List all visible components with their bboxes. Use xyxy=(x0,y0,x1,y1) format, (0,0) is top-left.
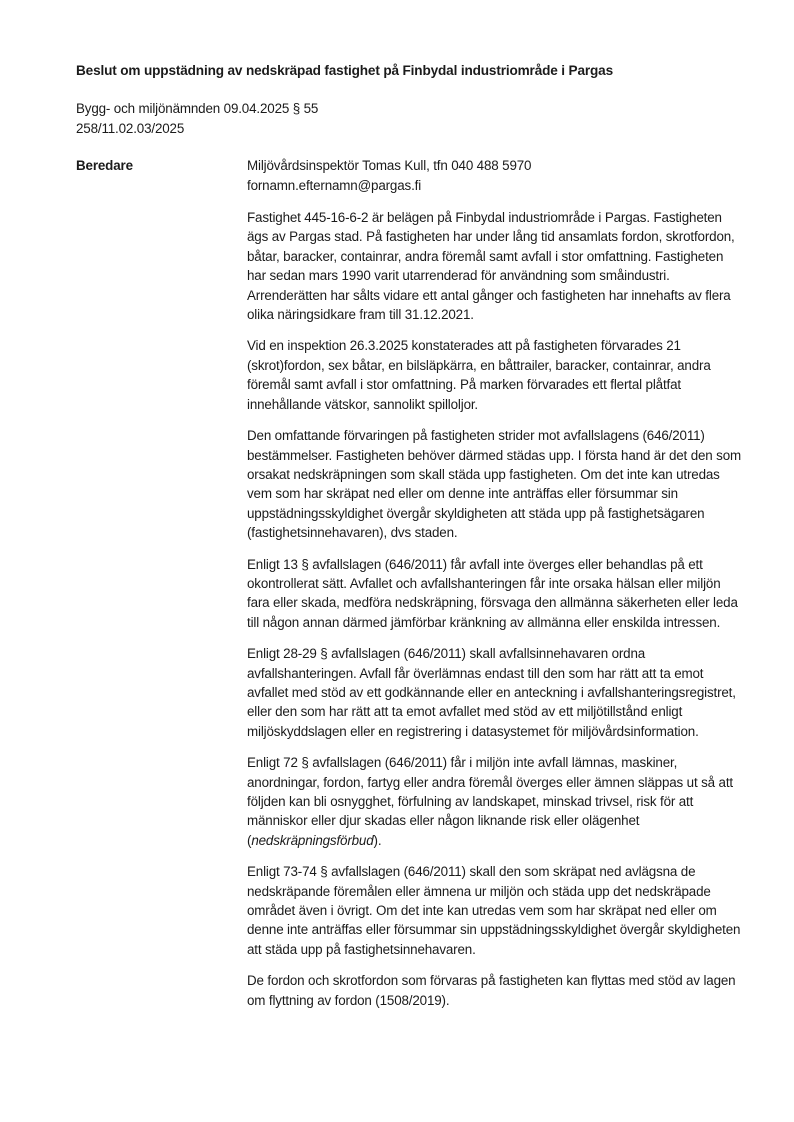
body-paragraph-section-28-29: Enligt 28-29 § avfallslagen (646/2011) skall avfallsinnehavaren ordna avfallshanteringen. Avfall får överlämnas endast till den som har rätt att ta emot avfallet med stöd av ett godkännande eller en anteckning i avfallshanteringsregistret, eller den som har rätt att ta emot avfallet med stöd av ett miljötillstånd enligt miljöskyddslagen eller en registrering i datasystemet för miljövårdsinformation. xyxy=(247,646,736,739)
section-72-text: Enligt 72 § avfallslagen (646/2011) får i miljön inte avfall lämnas, maskiner, anordningar, fordon, fartyg eller andra föremål överges eller ämnen släppas ut så att följden kan bli osnygghet, förfulning av landskapet, minskad trivsel, risk för att människor eller djur skadas eller någon liknande risk eller olägenhet ( xyxy=(247,755,733,848)
body-paragraph-vehicle-removal: De fordon och skrotfordon som förvaras på fastigheten kan flyttas med stöd av lagen om flyttning av fordon (1508/2019). xyxy=(247,973,736,1008)
section-72-text-end: ). xyxy=(373,832,382,848)
body-paragraph-cleanup-obligation: Den omfattande förvaringen på fastigheten strider mot avfallslagens (646/2011) bestämmelser. Fastigheten behöver därmed städas upp. I första hand är det den som orsakat nedskräpningen som skall städa upp fastigheten. Om det inte kan utredas vem som har skräpat ned eller om denne inte anträffas eller försummar sin uppstädningsskyldighet övergår skyldigheten att städa upp på fastighetsägaren (fastighetsinnehavaren), dvs staden. xyxy=(247,428,742,541)
body-column xyxy=(247,156,745,1010)
content-columns xyxy=(76,156,745,1010)
preparer-name-line: Miljövårdsinspektör Tomas Kull, tfn 040 488 5970 xyxy=(247,158,532,174)
preparer-email-line: fornamn.efternamn@pargas.fi xyxy=(247,177,422,193)
document-title: Beslut om uppstädning av nedskräpad fastighet på Finbydal industriområde i Pargas xyxy=(76,63,613,78)
preparer-contact xyxy=(247,156,745,195)
body-paragraph-section-72 xyxy=(247,753,745,850)
meta-block xyxy=(76,99,745,138)
body-paragraph-section-73-74: Enligt 73-74 § avfallslagen (646/2011) skall den som skräpat ned avlägsna de nedskräpande föremålen eller ämnena ur miljön och städa upp det nedskräpade området även i övrigt. Om det inte kan utredas vem som har skräpat ned eller om denne inte anträffas eller försummar sin uppstädningsskyldighet övergår skyldigheten att städa upp på fastighetsinnehavaren. xyxy=(247,864,741,957)
body-paragraph-property-description: Fastighet 445-16-6-2 är belägen på Finbydal industriområde i Pargas. Fastigheten ägs av Pargas stad. På fastigheten har under lång tid ansamlats fordon, skrotfordon, båtar, baracker, containrar, andra föremål samt avfall i stor omfattning. Fastigheten har sedan mars 1990 varit utarrenderad för användning som småindustri. Arrenderätten har sålts vidare ett antal gånger och fastigheten har innehafts av flera olika näringsidkare fram till 31.12.2021. xyxy=(247,210,735,323)
preparer-label: Beredare xyxy=(76,158,133,174)
body-paragraph-inspection: Vid en inspektion 26.3.2025 konstaterades att på fastigheten förvarades 21 (skrot)fordon, sex båtar, en bilsläpkärra, en båttrailer, baracker, containrar, andra föremål samt avfall i stor omfattning. På marken förvarades ett flertal plåtfat innehållande vätskor, sannolikt spilloljor. xyxy=(247,338,711,412)
label-column xyxy=(76,156,247,175)
committee-date-line: Bygg- och miljönämnden 09.04.2025 § 55 xyxy=(76,101,319,117)
diary-number: 258/11.02.03/2025 xyxy=(76,120,185,136)
littering-ban-term: nedskräpningsförbud xyxy=(251,832,374,848)
body-paragraph-section-13: Enligt 13 § avfallslagen (646/2011) får avfall inte överges eller behandlas på ett okontrollerat sätt. Avfallet och avfallshanteringen får inte orsaka hälsan eller miljön fara eller skada, medföra nedskräpning, försvaga den allmänna säkerheten eller leda till någon annan därmed jämförbar kränkning av allmänna eller enskilda intressen. xyxy=(247,556,738,630)
